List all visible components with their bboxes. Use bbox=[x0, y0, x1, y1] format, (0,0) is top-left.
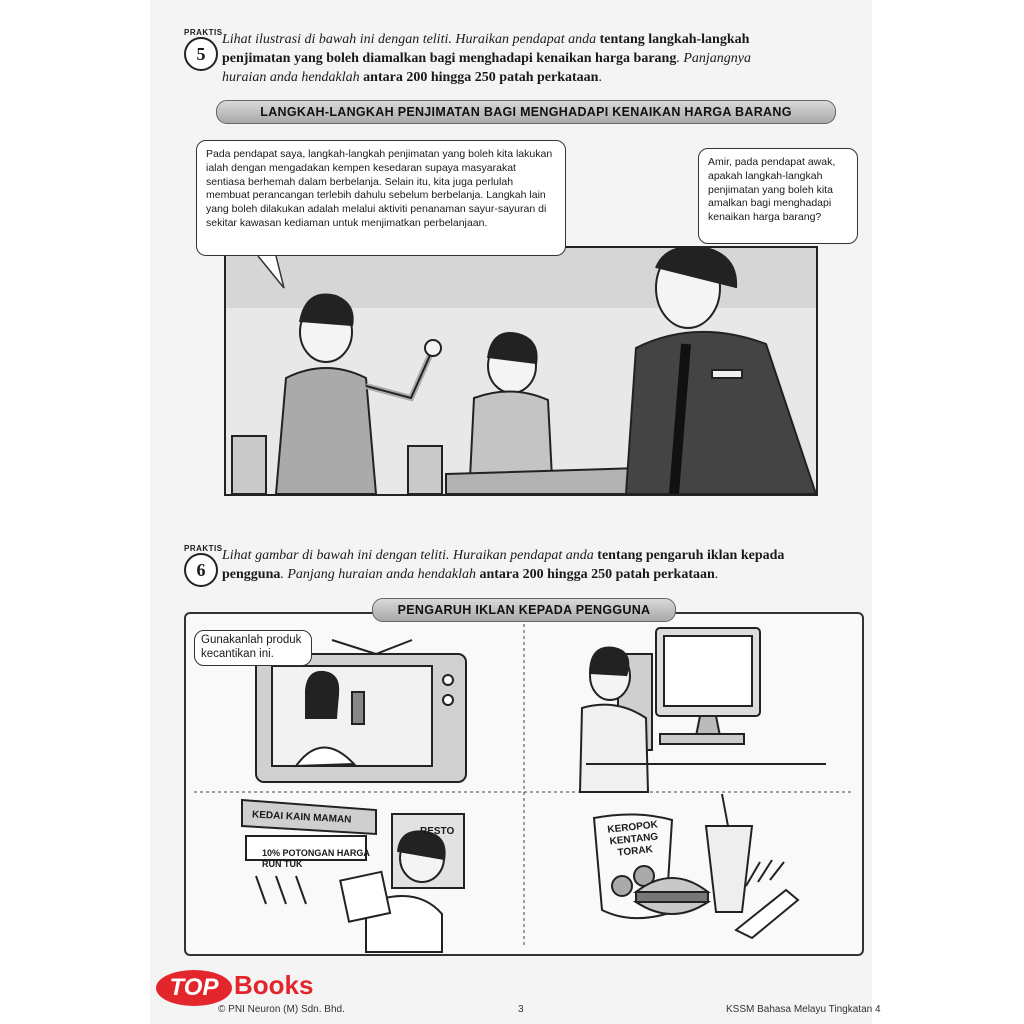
shop-scene bbox=[242, 800, 464, 952]
speech-bubble-teacher: Amir, pada pendapat awak, apakah langkah-langkah penjimatan yang boleh kita amalkan bagi menghadapi kenaikan harga barang? bbox=[698, 148, 858, 244]
banner-task-5: LANGKAH-LANGKAH PENJIMATAN BAGI MENGHADAPI KENAIKAN HARGA BARANG bbox=[216, 100, 836, 124]
badge-number: 5 bbox=[184, 37, 218, 71]
watermark-logo-books: Books bbox=[234, 970, 314, 1000]
task-5-badge bbox=[182, 28, 223, 72]
banner-task-6: PENGARUH IKLAN KEPADA PENGGUNA bbox=[372, 598, 676, 622]
badge-label: PRAKTIS bbox=[184, 544, 223, 553]
task-5-instruction: Lihat ilustrasi di bawah ini dengan teliti. Huraikan pendapat anda tentang langkah-langkah penjimatan yang boleh diamalkan bagi menghadapi kenaikan harga barang. Panjangnya huraian anda hendaklah antara 200 hingga 250 patah perkataan. bbox=[222, 32, 751, 85]
food-scene bbox=[594, 794, 798, 938]
speech-bubble-tv: Gunakanlah produk kecantikan ini. bbox=[194, 630, 312, 666]
discount-sign: 10% POTONGAN HARGA RUN TUK bbox=[262, 848, 370, 869]
illustration-classroom bbox=[224, 246, 818, 496]
classroom-scene bbox=[226, 248, 816, 494]
shop-sign: KEDAI KAIN MAMAN bbox=[251, 809, 352, 826]
task-6-badge bbox=[182, 544, 223, 588]
bubble-tail-student bbox=[254, 254, 294, 290]
chair-left bbox=[232, 436, 266, 494]
footer-page-number: 3 bbox=[518, 1004, 524, 1015]
speech-bubble-student: Pada pendapat saya, langkah-langkah penjimatan yang boleh kita lakukan ialah dengan mengadakan kempen kesedaran supaya masyarakat sentiasa berhemah dalam berbelanja. Selain itu, kita juga perlulah membuat perancangan terlebih dahulu sebelum berbelanja. Langkah lain yang boleh dilakukan adalah melalui aktiviti penanaman sayur-sayuran di sekitar kawasan kediaman untuk menjimatkan perbelanjaan. bbox=[196, 140, 566, 256]
footer-book-title: KSSM Bahasa Melayu Tingkatan 4 bbox=[726, 1004, 881, 1015]
watermark-logo-top: TOP bbox=[156, 970, 232, 1006]
footer-publisher: © PNI Neuron (M) Sdn. Bhd. bbox=[218, 1004, 345, 1015]
chair-middle bbox=[408, 446, 442, 494]
resto-sign: RESTO bbox=[420, 826, 455, 837]
computer-scene bbox=[580, 628, 826, 792]
chips-label: KEROPOK KENTANG TORAK bbox=[606, 819, 659, 859]
badge-label: PRAKTIS bbox=[184, 28, 223, 37]
task-6-instruction: Lihat gambar di bawah ini dengan teliti. Huraikan pendapat anda tentang pengaruh iklan kepada pengguna. Panjang huraian anda hendaklah antara 200 hingga 250 patah perkataan. bbox=[222, 548, 785, 582]
badge-number: 6 bbox=[184, 553, 218, 587]
